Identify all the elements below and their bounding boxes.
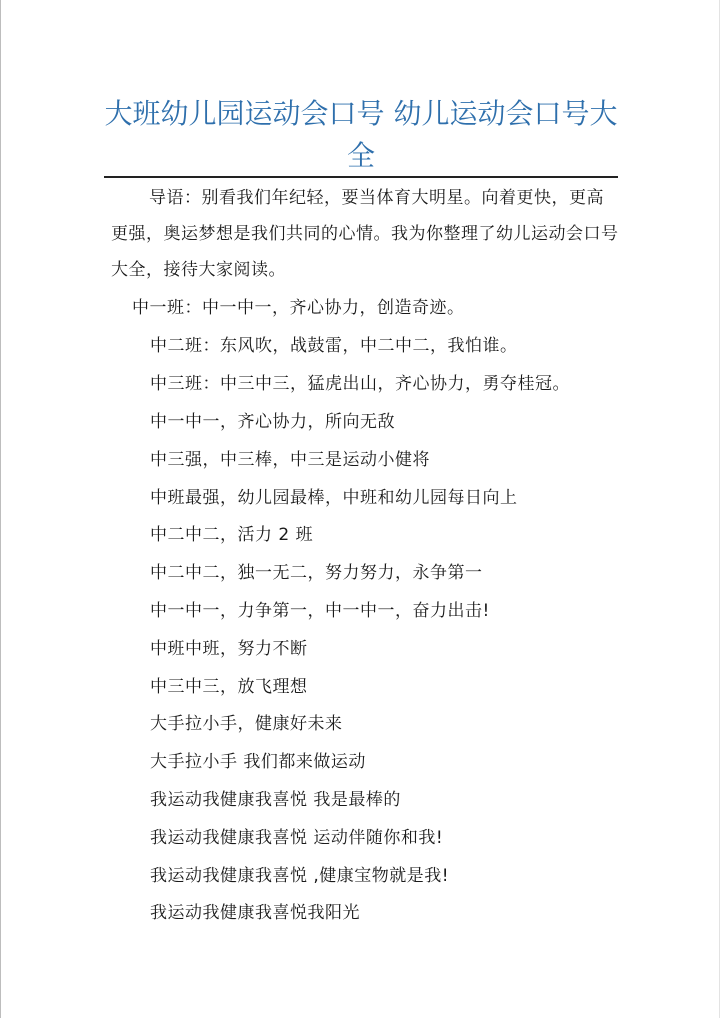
slogan-line: 我运动我健康我喜悦我阳光	[150, 903, 360, 923]
slogan-line: 中一中一，齐心协力，所向无敌	[150, 412, 395, 432]
slogan-line: 我运动我健康我喜悦 我是最棒的	[150, 790, 401, 810]
slogan-line: 中一中一，力争第一，中一中一，奋力出击!	[150, 601, 490, 621]
intro-paragraph: 导语：别看我们年纪轻，要当体育大明星。向着更快，更高更强，奥运梦想是我们共同的心情。我为你整理了幼儿运动会口号大全，接待大家阅读。	[111, 188, 619, 280]
slogan-line: 中三班：中三中三，猛虎出山，齐心协力，勇夺桂冠。	[150, 374, 570, 394]
title-divider	[104, 176, 618, 178]
slogan-line: 中二中二，独一无二，努力努力，永争第一	[150, 563, 483, 583]
slogan-line: 中班中班，努力不断	[150, 639, 308, 659]
slogan-line: 中二班：东风吹，战鼓雷，中二中二，我怕谁。	[150, 336, 518, 356]
slogan-line: 中一班：中一中一，齐心协力，创造奇迹。	[132, 298, 465, 318]
slogan-line: 我运动我健康我喜悦 运动伴随你和我!	[150, 828, 444, 848]
slogan-line: 中二中二，活力 2 班	[150, 525, 314, 545]
slogan-line: 我运动我健康我喜悦 ,健康宝物就是我!	[150, 866, 450, 886]
slogan-line: 中班最强，幼儿园最棒，中班和幼儿园每日向上	[150, 488, 518, 508]
slogan-line: 大手拉小手 我们都来做运动	[150, 752, 366, 772]
slogan-line: 中三中三，放飞理想	[150, 677, 308, 697]
document-title: 大班幼儿园运动会口号 幼儿运动会口号大全	[104, 97, 618, 172]
slogan-line: 中三强，中三棒，中三是运动小健将	[150, 450, 430, 470]
slogan-line: 大手拉小手，健康好未来	[150, 714, 343, 734]
